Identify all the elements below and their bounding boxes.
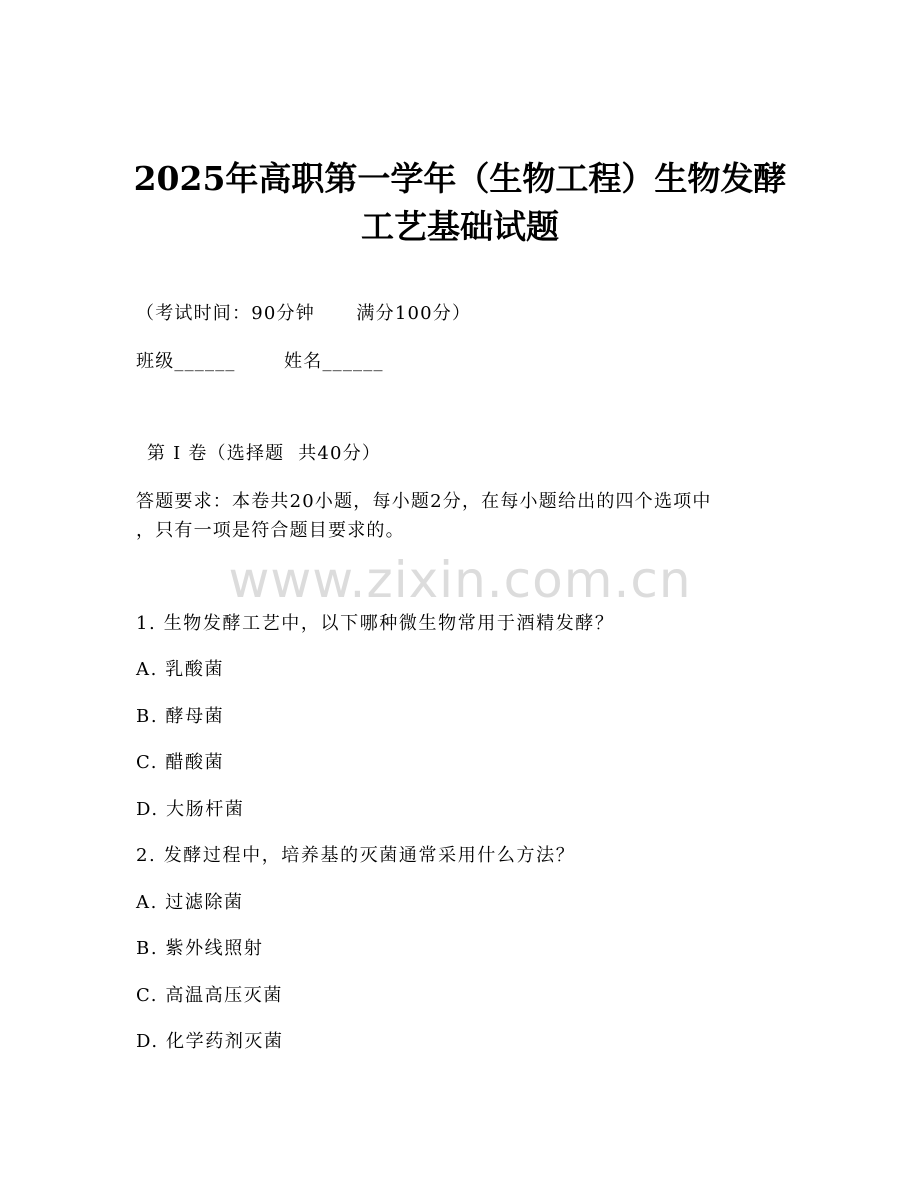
watermark: www.zixin.com.cn <box>228 551 692 609</box>
question-option: B. 酵母菌 <box>136 706 225 727</box>
question-option: A. 过滤除菌 <box>136 892 244 913</box>
exam-title-line-2: 工艺基础试题 <box>361 207 559 246</box>
section-heading: 第 I 卷（选择题 共40分） <box>147 443 382 464</box>
instructions-line-2: ，只有一项是符合题目要求的。 <box>136 520 405 541</box>
question-option: C. 醋酸菌 <box>136 752 225 773</box>
question-stem: 2. 发酵过程中，培养基的灭菌通常采用什么方法？ <box>136 845 576 866</box>
question-stem: 1. 生物发酵工艺中，以下哪种微生物常用于酒精发酵？ <box>136 613 615 634</box>
question-option: A. 乳酸菌 <box>136 659 225 680</box>
question-option: B. 紫外线照射 <box>136 938 264 959</box>
exam-time-info: （考试时间：90分钟 满分100分） <box>136 303 472 324</box>
instructions-line-1: 答题要求：本卷共20小题，每小题2分，在每小题给出的四个选项中 <box>136 491 712 512</box>
class-name-fields: 班级______ 姓名______ <box>136 351 384 372</box>
question-option: D. 大肠杆菌 <box>136 799 245 820</box>
question-option: D. 化学药剂灭菌 <box>136 1031 284 1052</box>
exam-title-line-1: 2025年高职第一学年（生物工程）生物发酵 <box>133 159 787 198</box>
question-option: C. 高温高压灭菌 <box>136 985 283 1006</box>
